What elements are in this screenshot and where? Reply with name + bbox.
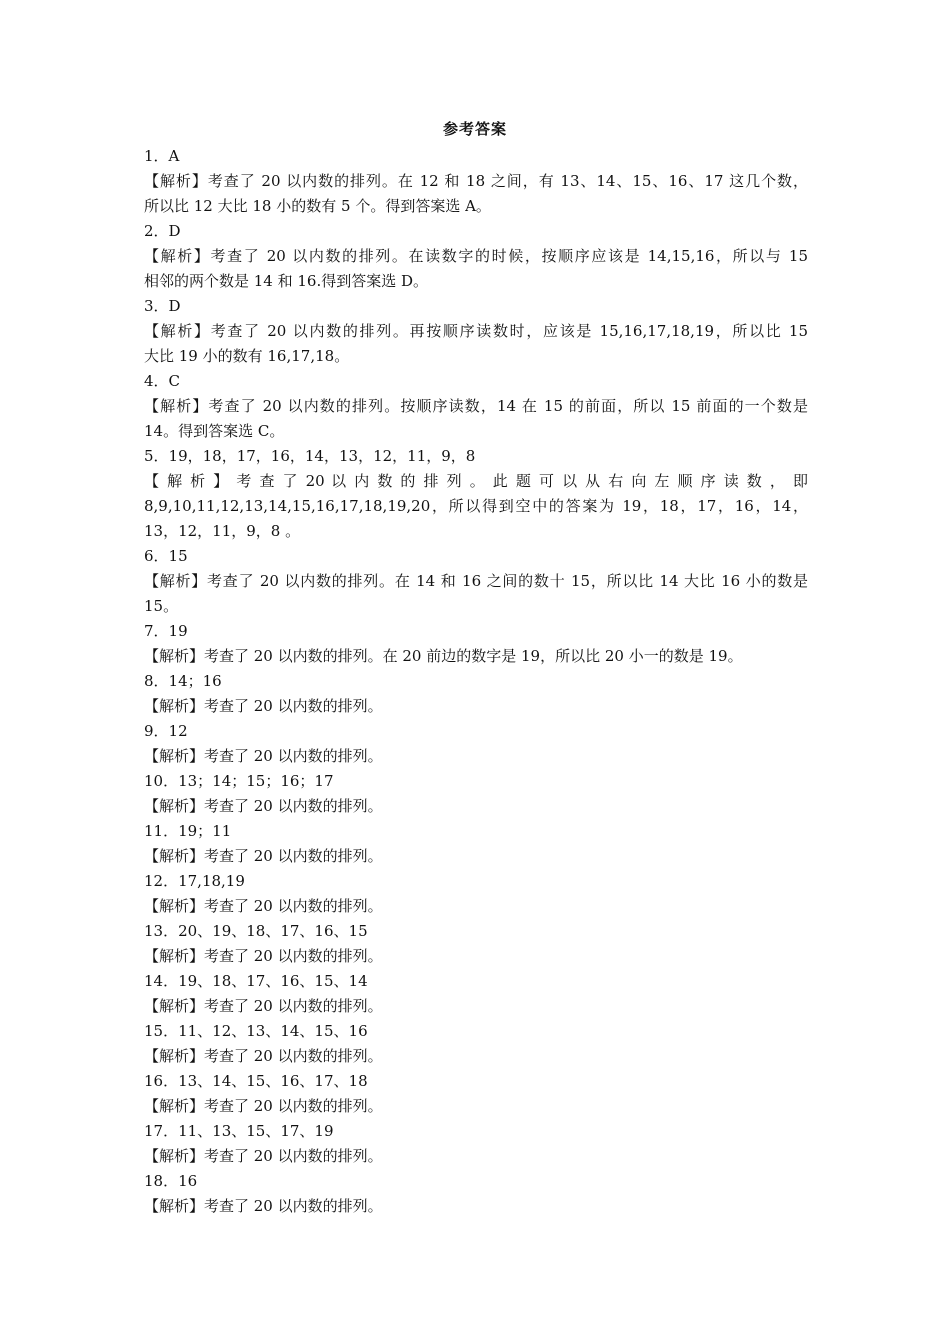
explanation-line: 【解析】考查了 20 以内数的排列。: [144, 797, 383, 815]
explanation-line: 【解析】考查了 20 以内数的排列。: [144, 747, 383, 765]
answer-line: 7．19: [144, 622, 188, 640]
explanation-line: 大比 19 小的数有 16,17,18。: [144, 347, 350, 365]
explanation-line: 所以比 12 大比 18 小的数有 5 个。得到答案选 A。: [144, 197, 491, 215]
explanation-line: 【解析】考查了 20 以内数的排列。在 12 和 18 之间，有 13、14、15、16、17 这几个数，: [144, 172, 808, 190]
answer-line: 13．20、19、18、17、16、15: [144, 922, 368, 940]
explanation-line: 相邻的两个数是 14 和 16.得到答案选 D。: [144, 272, 429, 290]
answer-line: 5．19，18，17，16，14，13，12，11，9，8: [144, 447, 476, 465]
answer-line: 3．D: [144, 297, 181, 315]
explanation-line: 8,9,10,11,12,13,14,15,16,17,18,19,20，所以得到空中的答案为 19，18，17，16，14，: [144, 497, 808, 515]
explanation-line: 【解析】考查了 20 以内数的排列。: [144, 1047, 383, 1065]
explanation-line: 【解析】考查了 20 以内数的排列。在 14 和 16 之间的数十 15，所以比 14 大比 16 小的数是: [144, 572, 808, 590]
explanation-line: 【解析】考查了 20 以内数的排列。: [144, 697, 383, 715]
explanation-line: 【 解 析 】 考 查 了 20 以 内 数 的 排 列 。 此 题 可 以 从 右 向 左 顺 序 读 数 ， 即: [144, 472, 808, 490]
explanation-line: 【解析】考查了 20 以内数的排列。: [144, 897, 383, 915]
explanation-line: 14。得到答案选 C。: [144, 422, 285, 440]
explanation-line: 【解析】考查了 20 以内数的排列。再按顺序读数时，应该是 15,16,17,18,19，所以比 15: [144, 322, 808, 340]
answer-line: 1．A: [144, 147, 180, 165]
answer-line: 11．19；11: [144, 822, 232, 840]
answer-line: 10．13；14；15；16；17: [144, 772, 334, 790]
explanation-line: 【解析】考查了 20 以内数的排列。: [144, 997, 383, 1015]
page-title: 参考答案: [442, 120, 507, 138]
answer-line: 4．C: [144, 372, 181, 390]
explanation-line: 13，12，11，9，8 。: [144, 522, 301, 540]
explanation-line: 15。: [144, 597, 179, 615]
explanation-line: 【解析】考查了 20 以内数的排列。在 20 前边的数字是 19，所以比 20 小一的数是 19。: [144, 647, 743, 665]
answer-line: 6．15: [144, 547, 188, 565]
answer-line: 8．14；16: [144, 672, 222, 690]
explanation-line: 【解析】考查了 20 以内数的排列。: [144, 1197, 383, 1215]
answer-body: [144, 144, 808, 1219]
answer-line: 16．13、14、15、16、17、18: [144, 1072, 368, 1090]
answer-line: 14．19、18、17、16、15、14: [144, 972, 368, 990]
answer-line: 18．16: [144, 1172, 198, 1190]
explanation-line: 【解析】考查了 20 以内数的排列。: [144, 947, 383, 965]
explanation-line: 【解析】考查了 20 以内数的排列。按顺序读数，14 在 15 的前面，所以 15 前面的一个数是: [144, 397, 808, 415]
explanation-line: 【解析】考查了 20 以内数的排列。: [144, 1147, 383, 1165]
answer-line: 9．12: [144, 722, 188, 740]
explanation-line: 【解析】考查了 20 以内数的排列。: [144, 847, 383, 865]
answer-line: 17．11、13、15、17、19: [144, 1122, 334, 1140]
explanation-line: 【解析】考查了 20 以内数的排列。: [144, 1097, 383, 1115]
explanation-line: 【解析】考查了 20 以内数的排列。在读数字的时候，按顺序应该是 14,15,16，所以与 15: [144, 247, 808, 265]
answer-line: 15．11、12、13、14、15、16: [144, 1022, 368, 1040]
answer-line: 12．17,18,19: [144, 872, 245, 890]
answer-line: 2．D: [144, 222, 181, 240]
